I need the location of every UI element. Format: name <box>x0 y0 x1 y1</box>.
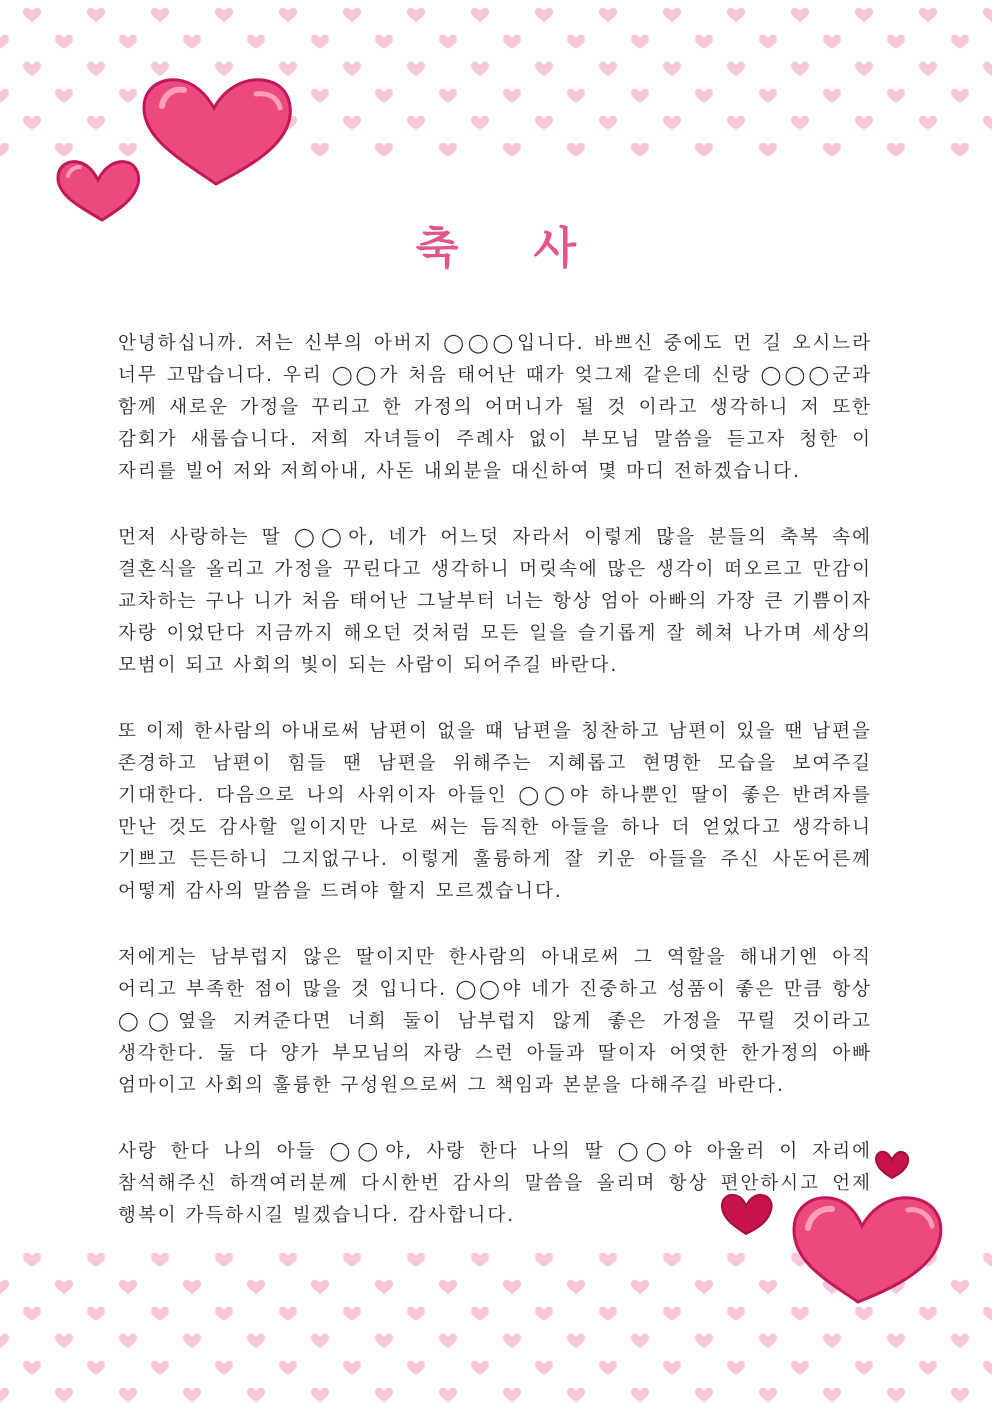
speech-body <box>118 328 872 1266</box>
tiny-heart-icon <box>872 1148 912 1182</box>
large-heart-icon <box>138 76 298 192</box>
document-title: 축 사 <box>415 223 607 274</box>
paragraph: 또 이제 한사람의 아내로써 남편이 없을 때 남편을 칭찬하고 남편이 있을 땐 남편을 존경하고 남편이 힘들 땐 남편을 위해주는 지혜롭고 현명한 모습을 보여주길 기대한다. 다음으로 나의 사위이자 아들인 ◯◯야 하나뿐인 딸이 좋은 반려자를 만난 것도 감사할 일이지만 나로 써는 듬직한 아들을 하나 더 얻었다고 생각하니 기쁘고 든든하니 그지없구나. 이렇게 훌륭하게 잘 키운 아들을 주신 사돈어른께 어떻게 감사의 말씀을 드려야 할지 모르겠습니다. <box>118 721 872 902</box>
paragraph: 안녕하십니까. 저는 신부의 아버지 ◯◯◯입니다. 바쁘신 중에도 먼 길 오시느라 너무 고맙습니다. 우리 ◯◯가 처음 태어난 때가 엊그제 같은데 신랑 ◯◯◯군과 함께 새로운 가정을 꾸리고 한 가정의 어머니가 될 것 이라고 생각하니 저 또한 감회가 새롭습니다. 저희 자녀들이 주례사 없이 부모님 말씀을 듣고자 청한 이 자리를 빌어 저와 저희아내, 사돈 내외분을 대신하여 몇 마디 전하겠습니다. <box>118 333 872 482</box>
paragraph: 사랑 한다 나의 아들 ◯◯야, 사랑 한다 나의 딸 ◯◯야 아울러 이 자리에 참석해주신 하객여러분께 다시한번 감사의 말씀을 올리며 항상 편안하시고 언제 행복이 가득하시길 빌겠습니다. 감사합니다. <box>118 1141 872 1226</box>
paragraph: 먼저 사랑하는 딸 ◯◯아, 네가 어느덧 자라서 이렇게 많을 분들의 축복 속에 결혼식을 올리고 가정을 꾸린다고 생각하니 머릿속에 많은 생각이 떠오르고 만감이 교차하는 구나 니가 처음 태어난 그날부터 너는 항상 엄아 아빠의 가장 큰 기쁨이자 자랑 이었단다 지금까지 해오던 것처럼 모든 일을 슬기롭게 잘 헤쳐 나가며 세상의 모범이 되고 사회의 빛이 되는 사람이 되어주길 바란다. <box>118 527 872 676</box>
paragraph: 저에게는 남부럽지 않은 딸이지만 한사람의 아내로써 그 역할을 해내기엔 아직 어리고 부족한 점이 많을 것 입니다. ◯◯야 네가 진중하고 성품이 좋은 만큼 항상 ◯◯옆을 지켜준다면 너희 둘이 남부럽지 않게 좋은 가정을 꾸릴 것이라고 생각한다. 둘 다 양가 부모님의 자랑 스런 아들과 딸이자 어엿한 한가정의 아빠 엄마이고 사회의 훌륭한 구성원으로써 그 책임과 본분을 다해주길 바란다. <box>118 947 872 1096</box>
